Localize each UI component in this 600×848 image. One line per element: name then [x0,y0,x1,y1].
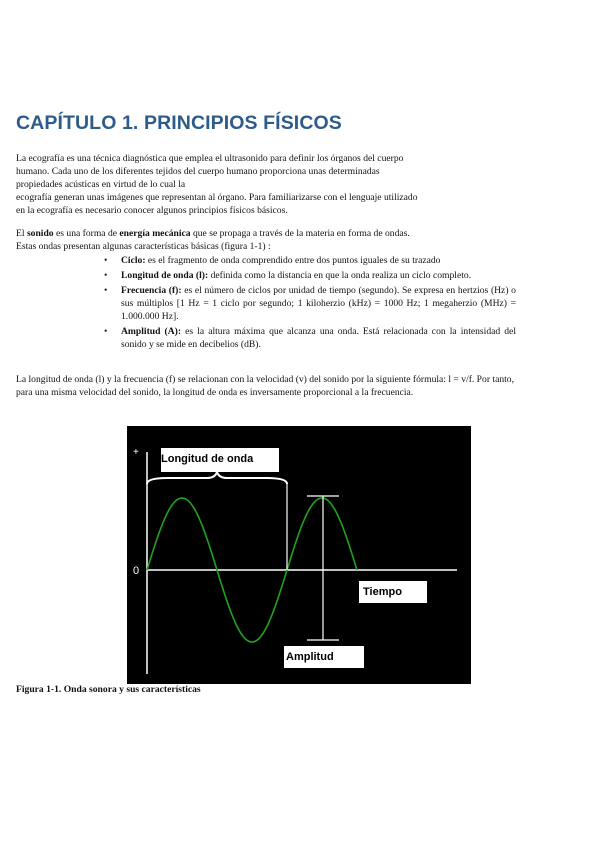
property-description: definida como la distancia en que la onda realiza un ciclo completo. [208,270,472,281]
property-term: Frecuencia (f): [121,285,182,296]
chapter-title: CAPÍTULO 1. PRINCIPIOS FÍSICOS [16,112,342,134]
term-energia-mecanica: energía mecánica [119,228,191,239]
intro-line: propiedades acústicas en virtud de lo cual la [16,179,186,190]
property-description: es el número de ciclos por unidad de tiempo (segundo). Se expresa en hertzios (Hz) o sus múltiplos [1 Hz = 1 ciclo por segundo; 1 kiloherzio (kHz) = 1000 Hz; 1 megaherzio (MHz) = 1.000.000 Hz]. [121,285,516,322]
relation-paragraph: La longitud de onda (l) y la frecuencia (f) se relacionan con la velocidad (v) del sonido por la siguiente fórmula: l = v/f. Por tanto, para una misma velocidad del sonido, la longitud de onda es inversamente proporcional a la frecuencia. [16,374,514,398]
bullet-icon: • [104,255,108,266]
text-run: El [16,228,27,239]
intro-line: ecografía generan unas imágenes que representan al órgano. Para familiarizarse con el lenguaje utilizado [16,192,418,203]
wavelength-label-text: Longitud de onda [161,453,254,465]
axis-plus-label: + [133,447,139,458]
intro-line: La ecografía es una técnica diagnóstica que emplea el ultrasonido para definir los órganos del cuerpo [16,153,404,164]
sound-wave-figure [127,426,471,684]
term-sonido: sonido [26,228,54,239]
figure-caption: Figura 1-1. Onda sonora y sus características [16,684,201,695]
property-term: Longitud de onda (l): [121,270,209,281]
axis-zero-label: 0 [133,565,140,577]
bullet-icon: • [104,270,108,281]
intro-line: en la ecografía es necesario conocer algunos principios físicos básicos. [16,205,288,216]
amplitude-label [284,646,364,668]
text-run: es una forma de [53,228,120,239]
property-description: es la altura máxima que alcanza una onda. Está relacionada con la intensidad del sonido y se mide en decibelios (dB). [121,326,516,350]
sound-definition-line [16,227,514,240]
time-label-text: Tiempo [363,586,402,598]
bullet-icon: • [104,326,108,337]
sound-definition-line: Estas ondas presentan algunas características básicas (figura 1-1) : [16,241,271,252]
property-term: Amplitud (A): [121,326,182,337]
bullet-icon: • [104,285,108,296]
intro-paragraph [16,152,514,217]
wavelength-label [161,448,279,472]
intro-line: humano. Cada uno de los diferentes tejidos del cuerpo humano proporciona unas determinadas [16,166,380,177]
list-item [104,254,516,267]
list-item [104,325,516,351]
amplitude-label-text: Amplitud [286,651,334,663]
list-item [104,269,516,282]
wavelength-brace [147,472,287,484]
list-item [104,284,516,323]
property-description: es el fragmento de onda comprendido entre dos puntos iguales de su trazado [145,255,441,266]
property-term: Ciclo: [121,255,146,266]
properties-list [104,254,516,353]
sound-definition-paragraph [16,227,514,253]
text-run: que se propaga a través de la materia en forma de ondas. [190,228,410,239]
time-label [359,581,427,603]
